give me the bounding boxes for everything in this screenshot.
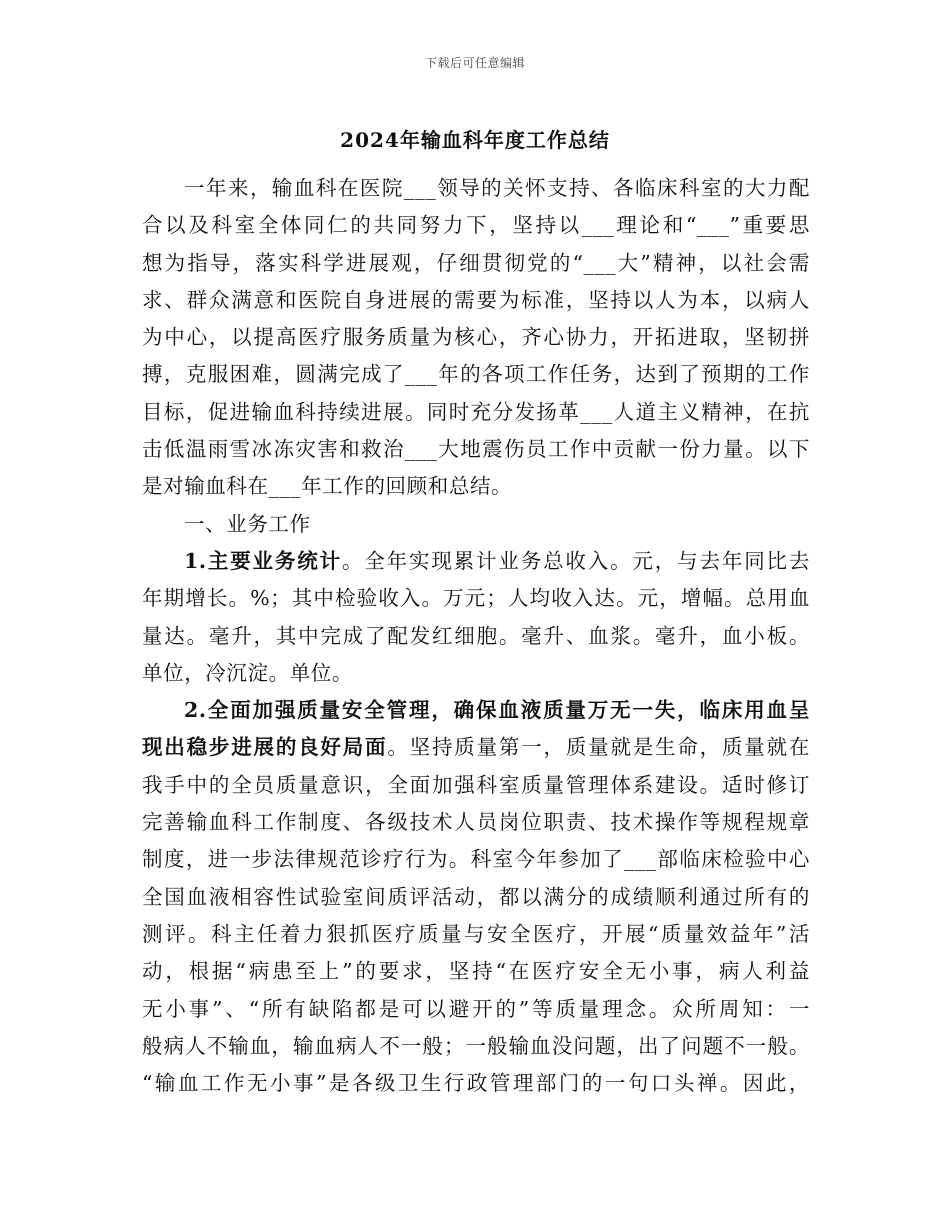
- paragraph-2-line: 量达。毫升，其中完成了配发红细胞。毫升、血浆。毫升，血小板。: [142, 623, 810, 648]
- paragraph-3-line: 无小事”、“所有缺陷都是可以避开的”等质量理念。众所周知：一: [142, 996, 810, 1021]
- paragraph-3-line: “输血工作无小事”是各级卫生行政管理部门的一句口头禅。因此，: [142, 1071, 810, 1096]
- paragraph-1-line: 合以及科室全体同仁的共同努力下，坚持以___理论和“___”重要思: [142, 213, 810, 238]
- section-heading: 一、业务工作: [184, 511, 311, 536]
- paragraph-1-line: 一年来，输血科在医院___领导的关怀支持、各临床科室的大力配: [184, 176, 810, 200]
- paragraph-2-heading: 1.主要业务统计: [184, 548, 342, 573]
- paragraph-1-line: 想为指导，落实科学进展观，仔细贯彻党的“___大”精神，以社会需: [142, 250, 810, 275]
- paragraph-1-line: 求、群众满意和医院自身进展的需要为标准，坚持以人为本，以病人: [142, 287, 810, 312]
- paragraph-2-text: 。全年实现累计业务总收入。元，与去年同比去: [341, 548, 810, 573]
- paragraph-3-line: 般病人不输血，输血病人不一般；一般输血没问题，出了问题不一般。: [142, 1033, 810, 1058]
- paragraph-2-line: 单位，冷沉淀。单位。: [142, 660, 353, 685]
- paragraph-3-heading-tail: 现出稳步进展的良好局面: [142, 735, 388, 760]
- paragraph-3-line: 动，根据“病患至上”的要求，坚持“在医疗安全无小事，病人利益: [142, 959, 810, 984]
- paragraph-2-line: 年期增长。%；其中检验收入。万元；人均收入达。元，增幅。总用血: [142, 586, 810, 611]
- paragraph-3-text: 。坚持质量第一，质量就是生命，质量就在: [387, 735, 810, 760]
- paragraph-3-line: 我手中的全员质量意识，全面加强科室质量管理体系建设。适时修订: [142, 772, 810, 797]
- paragraph-3-line: 完善输血科工作制度、各级技术人员岗位职责、技术操作等规程规章: [142, 810, 810, 835]
- paragraph-3-line: [142, 729, 810, 766]
- header-note: 下载后可任意编辑: [424, 56, 525, 70]
- paragraph-1-line: 是对输血科在___年工作的回顾和总结。: [142, 474, 513, 499]
- document-body: [142, 170, 810, 1102]
- paragraph-3-heading-line: 2.全面加强质量安全管理，确保血液质量万无一失，临床用血呈: [184, 698, 810, 723]
- paragraph-3-line: 制度，进一步法律规范诊疗行为。科室今年参加了___部临床检验中心: [142, 847, 810, 872]
- paragraph-1-line: 目标，促进输血科持续进展。同时充分发扬革___人道主义精神，在抗: [142, 399, 810, 424]
- paragraph-2-line: [142, 543, 810, 580]
- paragraph-3-line: 全国血液相容性试验室间质评活动，都以满分的成绩顺利通过所有的: [142, 884, 810, 909]
- paragraph-1-line: 为中心，以提高医疗服务质量为核心，齐心协力，开拓进取，坚韧拼: [142, 325, 810, 350]
- paragraph-1-line: 击低温雨雪冰冻灾害和救治___大地震伤员工作中贡献一份力量。以下: [142, 437, 810, 462]
- document-title: 2024年输血科年度工作总结: [340, 128, 610, 152]
- paragraph-1-line: 搏，克服困难，圆满完成了___年的各项工作任务，达到了预期的工作: [142, 362, 810, 387]
- paragraph-3-line: 测评。科主任着力狠抓医疗质量与安全医疗，开展“质量效益年”活: [142, 921, 810, 946]
